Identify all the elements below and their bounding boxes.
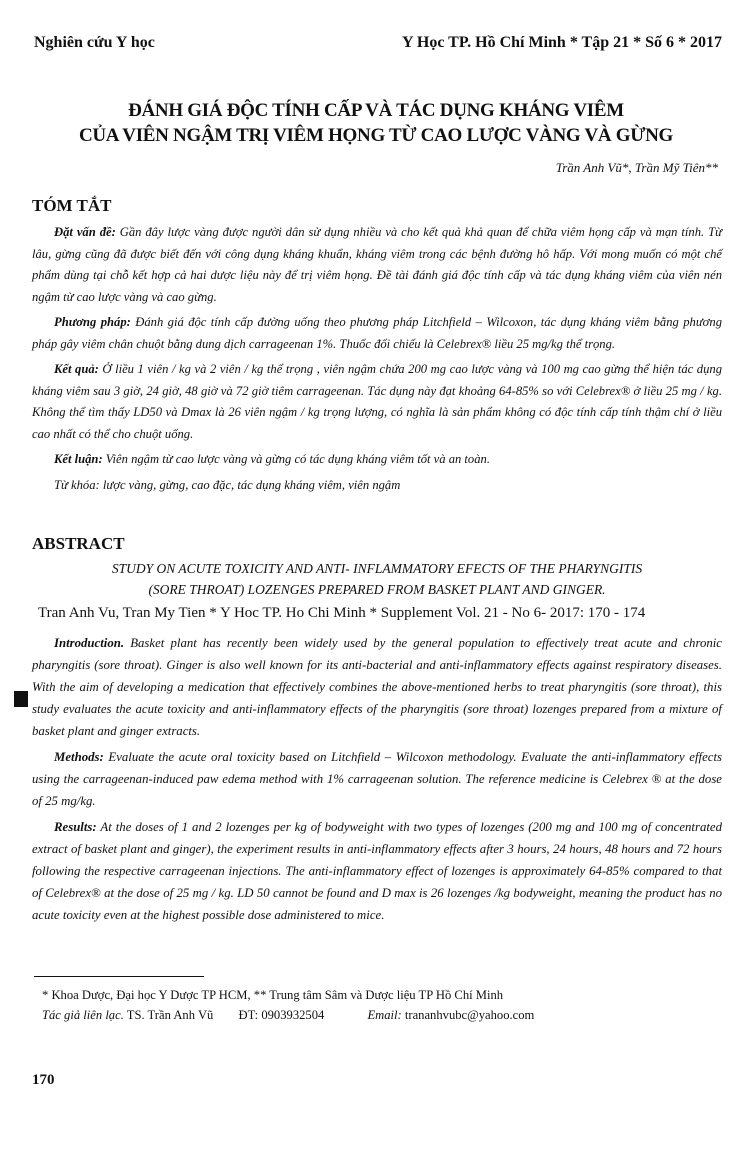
paragraph-label: Results: (54, 820, 97, 834)
tomtat-heading: TÓM TẮT (32, 196, 112, 215)
paragraph-text: Evaluate the acute oral toxicity based on Litchfield – Wilcoxon methodology. Evaluate the anti-inflammatory effects using the carrageenan-induced paw edema method with 1% carrageenan solution. The reference medicine is Celebrex ® at the dose of 25 mg/kg. (32, 750, 722, 808)
abstract-heading: ABSTRACT (32, 534, 125, 553)
paragraph-label: Đặt vấn đề: (54, 225, 116, 239)
abstract-paragraph (32, 816, 722, 926)
paragraph-label: Introduction. (54, 636, 125, 650)
abstract-title-line-2: (SORE THROAT) LOZENGES PREPARED FROM BASKET PLANT AND GINGER. (148, 582, 606, 597)
phone-number: 0903932504 (261, 1008, 325, 1022)
page-number: 170 (32, 1072, 55, 1088)
paragraph-text: Gần đây lược vàng được người dân sử dụng nhiều và cho kết quả khả quan để chữa viêm họng cấp và mạn tính. Từ lâu, gừng cũng đã được biết đến với công dụng kháng khuẩn, kháng viêm trong các bệnh đường hô hấp. Với mong muốn có một chế phẩm dùng tại chỗ kết hợp cả hai dược liệu này để trị viêm họng. Đề tài đánh giá độc tính cấp và tác dụng kháng viêm của viên nén ngậm từ cao lược vàng và cao gừng. (32, 225, 722, 304)
paragraph-text: Basket plant has recently been widely used by the general population to effectively treat acute and chronic pharyngitis (sore throat). Ginger is also well known for its anti-bacterial and anti-inflammatory effects against respiratory diseases. With the aim of developing a medication that effectively combines the above-mentioned herbs to treat pharyngitis (sore throat), this study evaluates the acute toxicity and anti-inflammatory effects of the pharyngitis (sore throat) lozenges prepared from a mixture of basket plant and ginger extracts. (32, 636, 722, 738)
paragraph-text: Viên ngậm từ cao lược vàng và gừng có tác dụng kháng viêm tốt và an toàn. (102, 452, 490, 466)
tomtat-paragraph (32, 475, 722, 497)
title-line-2: CỦA VIÊN NGẬM TRỊ VIÊM HỌNG TỪ CAO LƯỢC VÀNG VÀ GỪNG (78, 125, 674, 146)
tomtat-paragraph (32, 312, 722, 355)
tomtat-paragraph (32, 222, 722, 308)
abstract-title-line-1: STUDY ON ACUTE TOXICITY AND ANTI- INFLAMMATORY EFECTS OF THE PHARYNGITIS (111, 561, 643, 576)
abstract-paragraph (32, 632, 722, 742)
paragraph-label: Methods: (54, 750, 104, 764)
contact-label: Tác giả liên lạc. (42, 1008, 124, 1022)
authors: Trần Anh Vũ*, Trần Mỹ Tiên** (555, 160, 718, 175)
running-header-left: Nghiên cứu Y học (34, 34, 155, 51)
phone-label: ĐT: (238, 1008, 259, 1022)
citation: Tran Anh Vu, Tran My Tien * Y Hoc TP. Ho Chi Minh * Supplement Vol. 21 - No 6- 2017: 170 - 174 (38, 605, 646, 621)
paragraph-text: Ở liều 1 viên / kg và 2 viên / kg thể trọng , viên ngậm chứa 200 mg cao lược vàng và 100 mg cao gừng thể hiện tác dụng kháng viêm sau 3 giờ, 24 giờ, 48 giờ và 72 giờ tiêm carrageenan. Tác dụng này đạt khoảng 64-85% so với Celebrex® ở liều 25 mg / kg. Không thể tìm thấy LD50 và Dmax là 26 viên ngậm / kg trọng lượng, có nghĩa là sản phẩm không có độc tính cấp tính thậm chí ở liều cao nhất có thể cho chuột uống. (32, 362, 722, 441)
paper-title (0, 98, 752, 148)
paragraph-label: Phương pháp: (54, 315, 131, 329)
email-label: Email: (367, 1008, 402, 1022)
email-address: trananhvubc@yahoo.com (404, 1008, 535, 1022)
abstract-body (32, 632, 722, 930)
abstract-title (32, 558, 722, 600)
running-header-right: Y Học TP. Hồ Chí Minh * Tập 21 * Số 6 * 2017 (401, 34, 722, 51)
abstract-paragraph (32, 746, 722, 812)
tomtat-body (32, 222, 722, 500)
paragraph-label: Kết luận: (54, 452, 103, 466)
paragraph-text: At the doses of 1 and 2 lozenges per kg of bodyweight with two types of lozenges (200 mg and 100 mg of concentrated extract of basket plant and ginger), the experiment results in anti-inflammatory effects after 3 hours, 24 hours, 48 hours and 72 hours following the respective carrageenan injections. The anti-inflammatory effect of lozenges is approximately 64-85% compared to that of Celebrex® at the dose of 25 mg / kg. LD 50 cannot be found and D max is 26 lozenges /kg bodyweight, meaning the product has no acute toxicity even at the highest possible dose administered to mice. (32, 820, 722, 922)
paragraph-label: Kết quả: (54, 362, 99, 376)
footnote-affiliations: * Khoa Dược, Đại học Y Dược TP HCM, ** Trung tâm Sâm và Dược liệu TP Hồ Chí Minh (42, 988, 504, 1002)
paragraph-text: lược vàng, gừng, cao đặc, tác dụng kháng viêm, viên ngậm (99, 477, 401, 492)
tomtat-paragraph (32, 449, 722, 471)
scan-artifact (14, 691, 28, 707)
footnote-divider (34, 976, 204, 977)
title-line-1: ĐÁNH GIÁ ĐỘC TÍNH CẤP VÀ TÁC DỤNG KHÁNG VIÊM (128, 100, 624, 121)
paragraph-text: Đánh giá độc tính cấp đường uống theo phương pháp Litchfield – Wilcoxon, tác dụng kháng viêm bằng phương pháp gây viêm chân chuột bằng dung dịch carrageenan 1%. Thuốc đối chiếu là Celebrex® liều 25 mg/kg thể trọng. (32, 315, 722, 351)
footnote-contact (42, 1008, 534, 1023)
paragraph-label: Từ khóa: (54, 477, 100, 492)
contact-name: TS. Trần Anh Vũ (126, 1008, 214, 1022)
tomtat-paragraph (32, 359, 722, 445)
